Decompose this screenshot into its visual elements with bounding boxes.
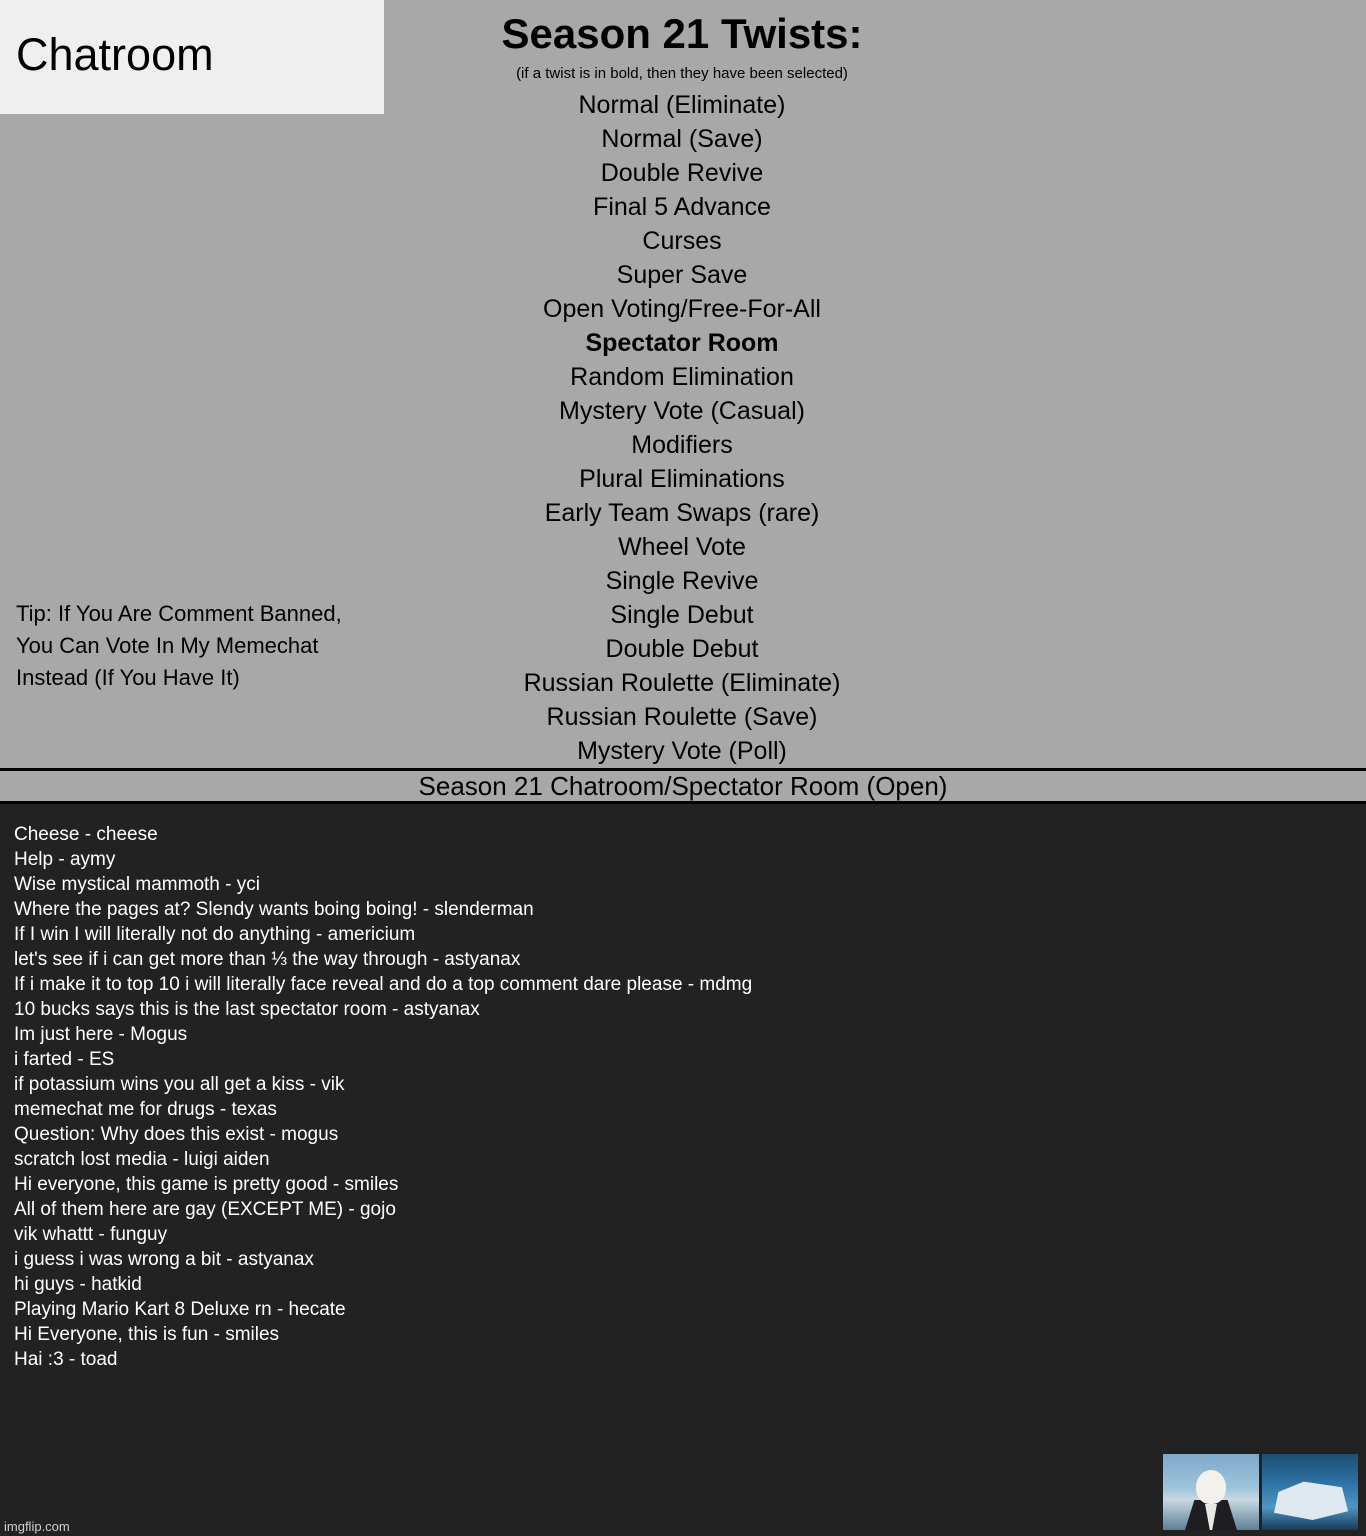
twist-item: Open Voting/Free-For-All <box>543 295 821 324</box>
season-banner-label: Season 21 Chatroom/Spectator Room (Open) <box>418 771 948 801</box>
chat-line: scratch lost media - luigi aiden <box>14 1149 270 1170</box>
twist-item: Early Team Swaps (rare) <box>544 499 820 528</box>
twist-item: Normal (Eliminate) <box>578 91 786 120</box>
tip-text: Tip: If You Are Comment Banned, You Can Vote In My Memechat Instead (If You Have It) <box>16 601 342 690</box>
twist-item: Super Save <box>616 261 748 290</box>
twist-item: Modifiers <box>631 431 733 460</box>
chat-line: Im just here - Mogus <box>14 1024 188 1045</box>
chat-log[interactable] <box>0 804 1366 1536</box>
iceberg-shape <box>1274 1480 1348 1520</box>
twist-item: Single Revive <box>605 567 759 596</box>
twists-note: (if a twist is in bold, then they have been selected) <box>516 65 848 83</box>
season-banner <box>0 768 1366 804</box>
twists-panel <box>384 0 980 768</box>
chatroom-tab[interactable] <box>0 0 384 114</box>
chat-line: 10 bucks says this is the last spectator room - astyanax <box>14 999 480 1020</box>
chat-line: Where the pages at? Slendy wants boing boing! - slenderman <box>14 899 534 920</box>
thumbnail-group <box>1163 1454 1358 1530</box>
chat-line: let's see if i can get more than ⅓ the way through - astyanax <box>14 949 521 970</box>
chat-line: Help - aymy <box>14 849 116 870</box>
chat-line: Hi Everyone, this is fun - smiles <box>14 1324 280 1345</box>
twists-title: Season 21 Twists: <box>501 10 863 57</box>
twist-item: Final 5 Advance <box>593 193 771 222</box>
chat-line: i guess i was wrong a bit - astyanax <box>14 1249 314 1270</box>
imgflip-watermark: imgflip.com <box>4 1519 70 1534</box>
twist-item: Russian Roulette (Eliminate) <box>523 669 841 698</box>
chat-line: If I win I will literally not do anything - americium <box>14 924 416 945</box>
chat-line: Hai :3 - toad <box>14 1349 118 1370</box>
twist-item: Double Debut <box>605 635 759 664</box>
chat-line: vik whattt - funguy <box>14 1224 168 1245</box>
chat-line: if potassium wins you all get a kiss - vik <box>14 1074 345 1095</box>
chat-line: All of them here are gay (EXCEPT ME) - gojo <box>14 1199 396 1220</box>
twist-item: Normal (Save) <box>601 125 763 154</box>
chat-line: memechat me for drugs - texas <box>14 1099 277 1120</box>
chat-line: Playing Mario Kart 8 Deluxe rn - hecate <box>14 1299 346 1320</box>
chat-line: Question: Why does this exist - mogus <box>14 1124 339 1145</box>
chat-line: hi guys - hatkid <box>14 1274 142 1295</box>
twists-list <box>384 88 980 768</box>
slenderman-head <box>1196 1470 1226 1504</box>
chat-line: Hi everyone, this game is pretty good - smiles <box>14 1174 399 1195</box>
twist-item: Curses <box>642 227 722 256</box>
twist-item-selected: Spectator Room <box>585 329 779 358</box>
chat-line: If i make it to top 10 i will literally face reveal and do a top comment dare please - mdmg <box>14 974 753 995</box>
chat-line: Wise mystical mammoth - yci <box>14 874 260 895</box>
twist-item: Mystery Vote (Casual) <box>559 397 805 426</box>
twist-item: Single Debut <box>610 601 754 630</box>
twist-item: Double Revive <box>600 159 764 188</box>
chat-line: i farted - ES <box>14 1049 115 1070</box>
twist-item: Mystery Vote (Poll) <box>577 737 787 766</box>
twist-item: Random Elimination <box>570 363 794 392</box>
chat-line: Cheese - cheese <box>14 824 158 845</box>
twist-item: Wheel Vote <box>618 533 746 562</box>
chatroom-tab-label: Chatroom <box>16 29 214 80</box>
iceberg-thumbnail <box>1262 1454 1358 1530</box>
slenderman-thumbnail <box>1163 1454 1259 1530</box>
twist-item: Plural Eliminations <box>579 465 785 494</box>
twist-item: Russian Roulette (Save) <box>546 703 818 732</box>
